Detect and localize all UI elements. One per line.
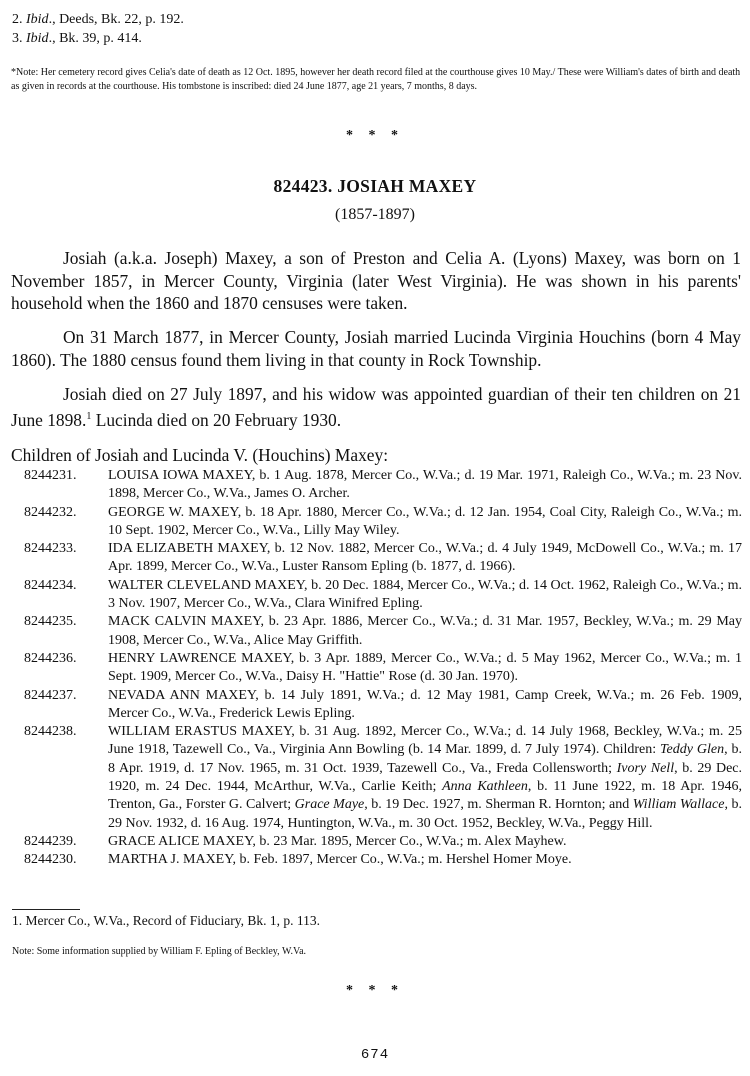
child-text: WALTER CLEVELAND MAXEY, b. 20 Dec. 1884, Mercer Co., W.Va.; d. 14 Oct. 1962, Raleigh Co., W.Va.; m. 3 Nov. 1907, Mercer Co., W.Va., Clara Winifred Epling. — [108, 577, 742, 612]
child-text: GRACE ALICE MAXEY, b. 23 Mar. 1895, Mercer Co., W.Va.; m. Alex Mayhew. — [108, 833, 567, 849]
section-separator: * * * — [346, 128, 404, 143]
child-number: 8244232. — [24, 504, 77, 520]
child-number: 8244237. — [24, 687, 77, 703]
footnote-rule — [12, 909, 80, 910]
footnote: 1. Mercer Co., W.Va., Record of Fiduciary, Bk. 1, p. 113. — [12, 913, 320, 928]
child-entry — [24, 540, 742, 577]
child-text: LOUISA IOWA MAXEY, b. 1 Aug. 1878, Mercer Co., W.Va.; d. 19 Mar. 1971, Raleigh Co., W.Va.; m. 23 Nov. 1898, Mercer Co., W.Va., James O. Archer. — [108, 468, 742, 502]
child-text: NEVADA ANN MAXEY, b. 14 July 1891, W.Va.; d. 12 May 1981, Camp Creek, W.Va.; m. 26 Feb. 1909, Mercer Co., W.Va., Frederick Lewis Epling. — [108, 687, 742, 721]
child-entry — [24, 650, 742, 687]
top-note: *Note: Her cemetery record gives Celia's date of death as 12 Oct. 1895, however her death record filed at the courthouse gives 10 May./ These were William's dates of birth and death as given in records at the courthouse. His tombstone is inscribed: died 24 June 1877, age 21 years, 7 months, 8 days. — [11, 67, 741, 92]
child-number: 8244238. — [24, 724, 77, 740]
child-entry — [24, 613, 742, 650]
footnote-marker: 1 — [86, 410, 92, 422]
page-number: 674 — [360, 1047, 390, 1063]
child-entry — [24, 504, 742, 541]
child-entry — [24, 723, 742, 833]
child-number: 8244235. — [24, 614, 77, 630]
paragraph-2: On 31 March 1877, in Mercer County, Josiah married Lucinda Virginia Houchins (born 4 May 1860). The 1880 census found them living in that county in Rock Township. — [11, 327, 741, 370]
child-entry — [24, 687, 742, 724]
child-text: GEORGE W. MAXEY, b. 18 Apr. 1880, Mercer Co., W.Va.; d. 12 Jan. 1954, Coal City, Raleigh Co., W.Va.; m. 10 Sept. 1902, Mercer Co., W.Va., Lilly May Wiley. — [108, 504, 742, 538]
child-text: MARTHA J. MAXEY, b. Feb. 1897, Mercer Co., W.Va.; m. Hershel Homer Moye. — [108, 852, 572, 868]
child-number: 8244233. — [24, 541, 77, 557]
child-number: 8244234. — [24, 577, 77, 593]
child-text: IDA ELIZABETH MAXEY, b. 12 Nov. 1882, Mercer Co., W.Va.; d. 4 July 1949, McDowell Co., W.Va.; m. 17 Apr. 1899, Mercer Co., W.Va., Luster Ransom Epling (b. 1877, d. 1966). — [108, 541, 742, 575]
child-entry — [24, 833, 742, 851]
child-number: 8244230. — [24, 852, 77, 868]
reference-2: 2. Ibid., Deeds, Bk. 22, p. 192. — [12, 12, 184, 27]
paragraph-3: Josiah died on 27 July 1897, and his widow was appointed guardian of their ten children on 21 June 1898.$^1$ Lucinda died on 20 February 1930. — [11, 384, 741, 430]
child-entry — [24, 851, 742, 869]
child-text: HENRY LAWRENCE MAXEY, b. 3 Apr. 1889, Mercer Co., W.Va.; d. 5 May 1962, Mercer Co., W.Va.; m. 1 Sept. 1909, Mercer Co., W.Va., Daisy H. "Hattie" Rose (d. 30 Jan. 1970). — [108, 650, 742, 685]
children-intro: Children of Josiah and Lucinda V. (Houchins) Maxey: — [11, 445, 389, 465]
child-text: MACK CALVIN MAXEY, b. 23 Apr. 1886, Mercer Co., W.Va.; d. 31 Mar. 1957, Beckley, W.Va.; m. 29 May 1908, Mercer Co., W.Va., Alice May Griffith. — [108, 614, 742, 648]
child-entry — [24, 577, 742, 614]
section-heading: 824423. JOSIAH MAXEY — [273, 176, 477, 196]
child-number: 8244231. — [24, 468, 77, 483]
reference-3: 3. Ibid., Bk. 39, p. 414. — [12, 31, 142, 46]
child-entry — [24, 467, 742, 504]
end-separator: * * * — [346, 983, 404, 998]
child-text: WILLIAM ERASTUS MAXEY, b. 31 Aug. 1892, Mercer Co., W.Va.; d. 14 July 1968, Beckley, W.Va.; m. 25 June 1918, Tazewell Co., Va., Virginia Ann Bowling (b. 14 Mar. 1899, d. 7 July 1974). Children: Teddy Glen, b. 8 Apr. 1919, d. 17 Nov. 1965, m. 31 Oct. 1939, Tazewell Co., Va., Freda Collensworth; Ivory Nell, b. 29 Dec. 1920, m. 24 Dec. 1944, McArthur, W.Va., Carlie Keith; Anna Kathleen, b. 11 June 1922, m. 18 Apr. 1946, Trenton, Ga., Forster G. Calvert; Grace Maye, b. 19 Dec. 1927, m. Sherman R. Hornton; and William Wallace, b. 29 Nov. 1932, d. 16 Aug. 1974, Huntington, W.Va., m. 30 Oct. 1952, Beckley, W.Va., Peggy Hill. — [108, 724, 743, 831]
paragraph-1: Josiah (a.k.a. Joseph) Maxey, a son of Preston and Celia A. (Lyons) Maxey, was born on 1 November 1857, in Mercer County, Virginia (later West Virginia). He was shown in his parents' household when the 1860 and 1870 censuses were taken. — [11, 248, 741, 313]
life-years: (1857-1897) — [335, 206, 415, 223]
child-number: 8244239. — [24, 833, 77, 849]
children-list — [24, 467, 742, 870]
child-number: 8244236. — [24, 650, 77, 666]
source-note: Note: Some information supplied by William F. Epling of Beckley, W.Va. — [12, 946, 307, 957]
